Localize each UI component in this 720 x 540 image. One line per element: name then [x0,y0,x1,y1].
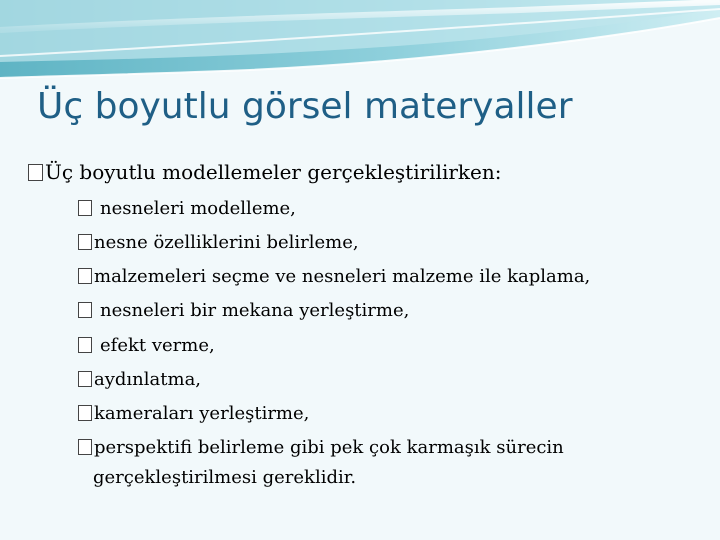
bullet-square-icon [78,268,92,284]
list-item [78,300,409,321]
bullet-square-icon [28,164,43,181]
bullet-square-icon [78,371,92,387]
list-item-text: kameraları yerleştirme, [94,403,310,424]
list-item-continuation: gerçekleştirilmesi gereklidir. [93,467,357,488]
slide-title: Üç boyutlu görsel materyaller [37,86,573,127]
list-item [78,266,590,287]
list-item-text: perspektifi belirleme gibi pek çok karmaşık sürecin [94,437,564,458]
list-item [78,232,359,253]
bullet-square-icon [78,200,92,216]
list-item-text: nesneleri modelleme, [100,198,296,219]
list-item-text: nesne özelliklerini belirleme, [94,232,359,253]
intro-line [28,160,502,184]
list-item [78,437,564,458]
bullet-square-icon [78,337,92,353]
intro-text: Üç boyutlu modellemeler gerçekleştirilirken: [45,160,502,184]
bullet-square-icon [78,302,92,318]
list-item-text: nesneleri bir mekana yerleştirme, [100,300,410,321]
list-item [78,369,201,390]
bullet-square-icon [78,439,92,455]
list-item-text: efekt verme, [100,335,215,356]
bullet-square-icon [78,405,92,421]
list-item-text: aydınlatma, [94,369,202,390]
list-item [78,335,215,356]
list-item [78,198,296,219]
list-item-text: malzemeleri seçme ve nesneleri malzeme ile kaplama, [94,266,591,287]
list-item [78,403,309,424]
bullet-square-icon [78,234,92,250]
